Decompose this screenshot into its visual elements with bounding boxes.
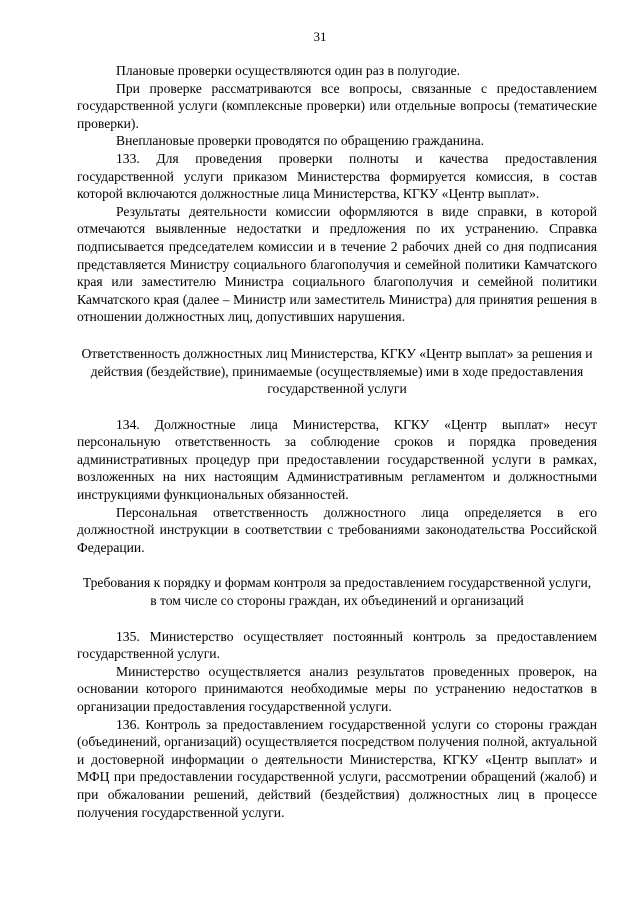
paragraph-136: 136. Контроль за предоставлением государственной услуги со стороны граждан (объединений, организаций) осуществляется посредством получения полной, актуальной и достоверной информации о деятельности Министерства, КГКУ «Центр выплат» и МФЦ при предоставлении государственной услуги, рассмотрении обращений (жалоб) и при обжаловании решений, действий (бездействия) должностных лиц в процессе получения государственной услуги. bbox=[77, 716, 597, 820]
page-number: 31 bbox=[313, 29, 327, 44]
paragraph: Персональная ответственность должностного лица определяется в его должностной инструкции в соответствии с требованиями законодательства Российской Федерации. bbox=[77, 504, 597, 555]
paragraph: Плановые проверки осуществляются один раз в полугодие. bbox=[116, 63, 461, 78]
paragraph: Результаты деятельности комиссии оформляются в виде справки, в которой отмечаются выявленные недостатки и предложения по их устранению. Справка подписывается председателем комиссии и в течение 2 рабочих дней со дня подписания представляется Министру социального благополучия и семейной политики Камчатского края или заместителю Министра социального благополучия и семейной политики Камчатского края (далее – Министр или заместитель Министра) для принятия решения в отношении должностных лиц, допустивших нарушения. bbox=[77, 203, 597, 325]
document-body bbox=[77, 62, 597, 821]
paragraph-134: 134. Должностные лица Министерства, КГКУ «Центр выплат» несут персональную ответственность за соблюдение сроков и порядка проведения административных процедур при предоставлении государственной услуги в рамках, возложенных на них настоящим Административным регламентом и должностными инструкциями функциональных обязанностей. bbox=[77, 416, 597, 503]
paragraph: При проверке рассматриваются все вопросы, связанные с предоставлением государственной услуги (комплексные проверки) или отдельные вопросы (тематические проверки). bbox=[77, 80, 597, 131]
paragraph-133: 133. Для проведения проверки полноты и качества предоставления государственной услуги приказом Министерства формируется комиссия, в состав которой включаются должностные лица Министерства, КГКУ «Центр выплат». bbox=[77, 150, 597, 202]
section-heading-control-requirements: Требования к порядку и формам контроля за предоставлением государственной услуги, в том числе со стороны граждан, их объединений и организаций bbox=[82, 575, 592, 609]
paragraph-135: 135. Министерство осуществляет постоянный контроль за предоставлением государственной услуги. bbox=[77, 628, 597, 662]
paragraph: Министерство осуществляется анализ результатов проведенных проверок, на основании которого принимаются необходимые меры по устранению недостатков в организации предоставления государственной услуги. bbox=[77, 663, 597, 714]
paragraph: Внеплановые проверки проводятся по обращению гражданина. bbox=[116, 133, 485, 149]
section-heading-responsibility: Ответственность должностных лиц Министерства, КГКУ «Центр выплат» за решения и действия (бездействие), принимаемые (осуществляемые) ими в ходе предоставления государственной услуги bbox=[81, 345, 593, 397]
